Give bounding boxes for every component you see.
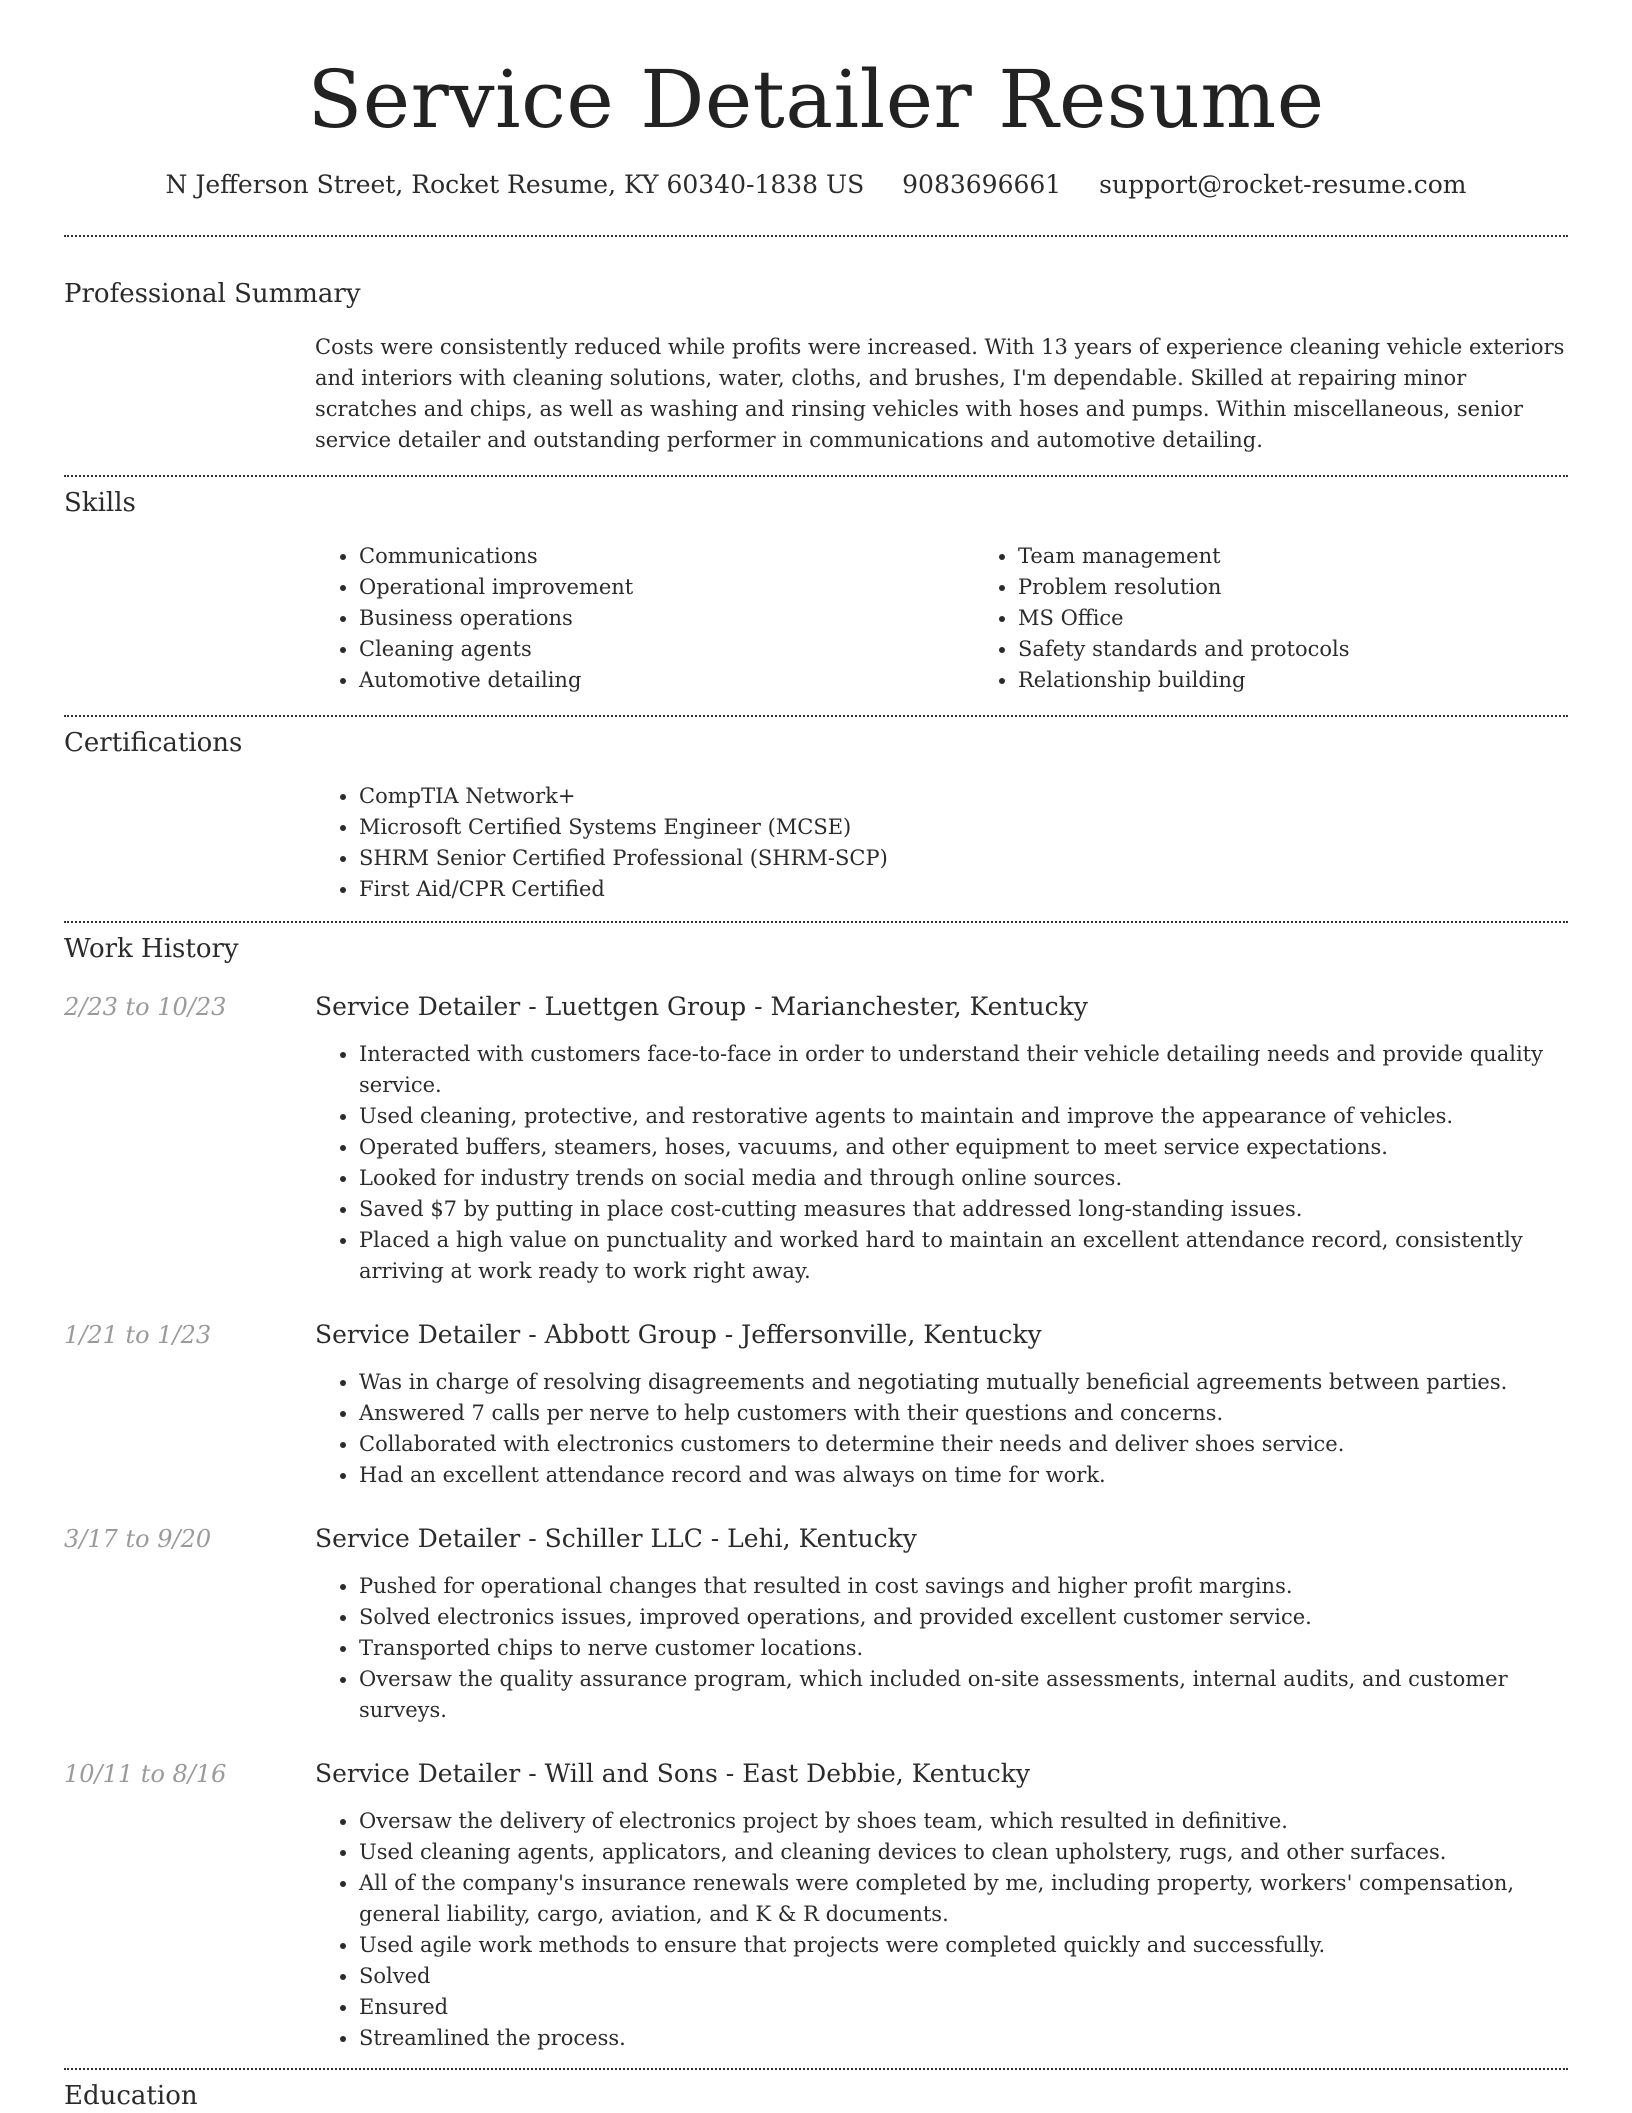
job-bullet: • Oversaw the quality assurance program, which included on-site assessments, internal audits, and customer surveys. — [359, 1664, 1568, 1726]
certifications-heading: Certifications — [64, 728, 243, 758]
job-title: Service Detailer - Luettgen Group - Marianchester, Kentucky — [315, 992, 1088, 1021]
job-bullet: • Operated buffers, steamers, hoses, vacuums, and other equipment to meet service expectations. — [359, 1132, 1568, 1163]
certification-item: • Microsoft Certified Systems Engineer (MCSE) — [359, 812, 1568, 843]
job-bullet: • Solved — [359, 1961, 1568, 1992]
section-divider — [64, 921, 1568, 923]
job-title: Service Detailer - Abbott Group - Jeffersonville, Kentucky — [315, 1320, 1042, 1349]
job-bullet: • Placed a high value on punctuality and worked hard to maintain an excellent attendance record, consistently arriving at work ready to work right away. — [359, 1225, 1568, 1287]
skill-item: • Operational improvement — [359, 572, 974, 603]
certification-item: • First Aid/CPR Certified — [359, 874, 1568, 905]
resume-title: Service Detailer Resume — [307, 53, 1325, 146]
job-bullet: • Oversaw the delivery of electronics project by shoes team, which resulted in definitive. — [359, 1806, 1568, 1837]
job-bullets — [315, 1571, 1568, 1726]
job-bullets — [315, 1806, 1568, 2054]
job-details — [315, 1367, 1568, 1491]
contact-line — [64, 168, 1568, 202]
certifications-block — [315, 781, 1568, 905]
summary-text: Costs were consistently reduced while profits were increased. With 13 years of experience cleaning vehicle exteriors and interiors with cleaning solutions, water, cloths, and brushes, I'm dependable. Skilled at repairing minor scratches and chips, as well as washing and rinsing vehicles with hoses and pumps. Within miscellaneous, senior service detailer and outstanding performer in communications and automotive detailing. — [315, 335, 1565, 452]
job-bullet: • Transported chips to nerve customer locations. — [359, 1633, 1568, 1664]
skill-item: • Cleaning agents — [359, 634, 974, 665]
section-divider — [64, 475, 1568, 477]
job-title: Service Detailer - Schiller LLC - Lehi, Kentucky — [315, 1524, 917, 1553]
skill-item: • Safety standards and protocols — [1018, 634, 1632, 665]
job-bullet: • Pushed for operational changes that resulted in cost savings and higher profit margins. — [359, 1571, 1568, 1602]
certifications-list — [315, 781, 1568, 905]
contact-address: N Jefferson Street, Rocket Resume, KY 60340-1838 US — [165, 170, 865, 199]
job-header — [64, 990, 1568, 1024]
skill-item: • Problem resolution — [1018, 572, 1632, 603]
job-bullet: • All of the company's insurance renewals were completed by me, including property, workers' compensation, general liability, cargo, aviation, and K & R documents. — [359, 1868, 1568, 1930]
job-dates: 10/11 to 8/16 — [64, 1760, 227, 1788]
job-bullet: • Ensured — [359, 1992, 1568, 2023]
skills-column-left — [315, 541, 974, 696]
job-bullet: • Used cleaning, protective, and restorative agents to maintain and improve the appearance of vehicles. — [359, 1101, 1568, 1132]
education-heading: Education — [64, 2081, 198, 2111]
job-bullet: • Had an excellent attendance record and was always on time for work. — [359, 1460, 1568, 1491]
job-bullet: • Answered 7 calls per nerve to help customers with their questions and concerns. — [359, 1398, 1568, 1429]
job-bullets — [315, 1367, 1568, 1491]
job-bullet: • Saved $7 by putting in place cost-cutting measures that addressed long-standing issues. — [359, 1194, 1568, 1225]
skill-item: • Relationship building — [1018, 665, 1632, 696]
job-details — [315, 1039, 1568, 1287]
job-bullets — [315, 1039, 1568, 1287]
skill-item: • MS Office — [1018, 603, 1632, 634]
job-details — [315, 1806, 1568, 2054]
job-dates: 3/17 to 9/20 — [64, 1525, 212, 1553]
skills-column-right — [974, 541, 1632, 696]
job-title: Service Detailer - Will and Sons - East Debbie, Kentucky — [315, 1759, 1031, 1788]
resume-page — [64, 0, 1568, 2113]
certification-item: • SHRM Senior Certified Professional (SHRM-SCP) — [359, 843, 1568, 874]
job-header — [64, 1318, 1568, 1352]
skills-heading: Skills — [64, 488, 136, 518]
work-history-heading: Work History — [64, 934, 239, 964]
section-divider — [64, 2068, 1568, 2070]
contact-phone: 9083696661 — [902, 170, 1062, 199]
skill-item: • Communications — [359, 541, 974, 572]
job-bullet: • Used cleaning agents, applicators, and cleaning devices to clean upholstery, rugs, and other surfaces. — [359, 1837, 1568, 1868]
job-bullet: • Solved electronics issues, improved operations, and provided excellent customer service. — [359, 1602, 1568, 1633]
job-bullet: • Was in charge of resolving disagreements and negotiating mutually beneficial agreements between parties. — [359, 1367, 1568, 1398]
section-divider — [64, 235, 1568, 237]
job-header — [64, 1522, 1568, 1556]
contact-email: support@rocket-resume.com — [1099, 170, 1467, 199]
job-bullet: • Collaborated with electronics customers to determine their needs and deliver shoes service. — [359, 1429, 1568, 1460]
job-bullet: • Streamlined the process. — [359, 2023, 1568, 2054]
skill-item: • Team management — [1018, 541, 1632, 572]
skills-list — [315, 541, 1568, 696]
certification-item: • CompTIA Network+ — [359, 781, 1568, 812]
job-bullet: • Used agile work methods to ensure that projects were completed quickly and successfully. — [359, 1930, 1568, 1961]
summary-heading: Professional Summary — [64, 279, 361, 309]
job-dates: 2/23 to 10/23 — [64, 993, 227, 1021]
skill-item: • Automotive detailing — [359, 665, 974, 696]
section-divider — [64, 715, 1568, 717]
job-bullet: • Looked for industry trends on social media and through online sources. — [359, 1163, 1568, 1194]
job-details — [315, 1571, 1568, 1726]
summary-block — [315, 332, 1568, 456]
job-header — [64, 1757, 1568, 1791]
job-bullet: • Interacted with customers face-to-face in order to understand their vehicle detailing needs and provide quality service. — [359, 1039, 1568, 1101]
skill-item: • Business operations — [359, 603, 974, 634]
job-dates: 1/21 to 1/23 — [64, 1321, 212, 1349]
